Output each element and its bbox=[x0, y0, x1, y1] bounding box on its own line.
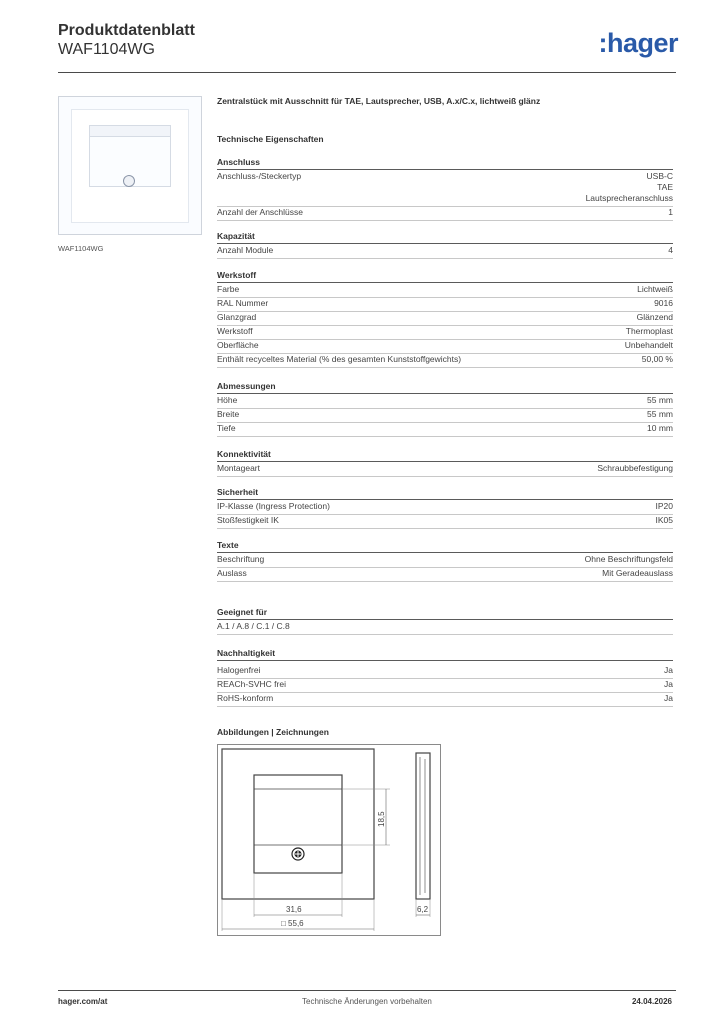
spec-row bbox=[217, 409, 673, 423]
drawings-title: Abbildungen | Zeichnungen bbox=[217, 727, 329, 737]
footer-notice: Technische Änderungen vorbehalten bbox=[302, 997, 432, 1006]
group-title-anschluss: Anschluss bbox=[217, 157, 673, 170]
spec-row bbox=[217, 245, 673, 259]
spec-value: Schraubbefestigung bbox=[597, 463, 673, 473]
technical-drawing-svg bbox=[218, 745, 442, 937]
spec-value-line: Lautsprecheranschluss bbox=[585, 193, 673, 203]
spec-row bbox=[217, 312, 673, 326]
group-title-geeignet-fuer: Geeignet für bbox=[217, 607, 673, 620]
spec-value: Lichtweiß bbox=[637, 284, 673, 294]
spec-key: A.1 / A.8 / C.1 / C.8 bbox=[217, 621, 290, 631]
spec-key: Auslass bbox=[217, 568, 247, 578]
cover-plate bbox=[71, 109, 189, 223]
spec-key: RAL Nummer bbox=[217, 298, 269, 308]
spec-value bbox=[586, 171, 673, 204]
product-headline: Zentralstück mit Ausschnitt für TAE, Lautsprecher, USB, A.x/C.x, lichtweiß glänz bbox=[217, 96, 541, 106]
spec-row bbox=[217, 501, 673, 515]
spec-value-line: TAE bbox=[657, 182, 673, 192]
spec-row bbox=[217, 679, 673, 693]
header-divider bbox=[58, 72, 676, 73]
dim-depth-label: 6,2 bbox=[417, 905, 429, 914]
spec-key: RoHS-konform bbox=[217, 693, 274, 703]
spec-row bbox=[217, 171, 673, 207]
spec-value: 10 mm bbox=[647, 423, 673, 433]
spec-key: REACh-SVHC frei bbox=[217, 679, 286, 689]
spec-key: IP-Klasse (Ingress Protection) bbox=[217, 501, 330, 511]
dim-outer-width-label: □ 55,6 bbox=[281, 919, 304, 928]
spec-value: Ohne Beschriftungsfeld bbox=[584, 554, 673, 564]
spec-row bbox=[217, 665, 673, 679]
group-title-abmessungen: Abmessungen bbox=[217, 381, 673, 394]
spec-value: 1 bbox=[668, 207, 673, 217]
section-title: Technische Eigenschaften bbox=[217, 134, 324, 144]
spec-value: 9016 bbox=[654, 298, 673, 308]
spec-row bbox=[217, 621, 673, 635]
group-title-texte: Texte bbox=[217, 540, 673, 553]
spec-key: Oberfläche bbox=[217, 340, 259, 350]
spec-value: 50,00 % bbox=[641, 354, 673, 364]
group-title-nachhaltigkeit: Nachhaltigkeit bbox=[217, 648, 673, 661]
spec-value: IP20 bbox=[655, 501, 673, 511]
group-title-werkstoff: Werkstoff bbox=[217, 270, 673, 283]
spec-row bbox=[217, 207, 673, 221]
spec-row bbox=[217, 298, 673, 312]
spec-key: Stoßfestigkeit IK bbox=[217, 515, 279, 525]
spec-value-line: USB-C bbox=[646, 171, 673, 181]
spec-row bbox=[217, 515, 673, 529]
dim-inner-width-label: 31,6 bbox=[286, 905, 302, 914]
group-title-sicherheit: Sicherheit bbox=[217, 487, 673, 500]
spec-key: Halogenfrei bbox=[217, 665, 261, 675]
dim-height-label: 18,5 bbox=[377, 811, 386, 827]
document-title: Produktdatenblatt bbox=[58, 22, 195, 39]
spec-key: Anzahl der Anschlüsse bbox=[217, 207, 303, 217]
spec-value: IK05 bbox=[655, 515, 673, 525]
spec-key: Breite bbox=[217, 409, 240, 419]
spec-value: Ja bbox=[664, 679, 673, 689]
spec-key: Tiefe bbox=[217, 423, 236, 433]
document-header bbox=[58, 22, 678, 62]
spec-value: 4 bbox=[668, 245, 673, 255]
spec-value: 55 mm bbox=[647, 395, 673, 405]
product-image bbox=[58, 96, 202, 235]
image-caption: WAF1104WG bbox=[58, 244, 104, 253]
spec-key: Farbe bbox=[217, 284, 240, 294]
spec-row bbox=[217, 423, 673, 437]
spec-value: Thermoplast bbox=[625, 326, 673, 336]
spec-row bbox=[217, 354, 673, 368]
spec-key: Anzahl Module bbox=[217, 245, 274, 255]
spec-row bbox=[217, 395, 673, 409]
spec-row bbox=[217, 326, 673, 340]
spec-key: Enthält recyceltes Material (% des gesamten Kunststoffgewichts) bbox=[217, 354, 462, 364]
group-title-konnektivitaet: Konnektivität bbox=[217, 449, 673, 462]
footer-divider bbox=[58, 990, 676, 991]
spec-row bbox=[217, 463, 673, 477]
technical-drawing bbox=[217, 744, 441, 936]
spec-value: Ja bbox=[664, 693, 673, 703]
spec-row bbox=[217, 693, 673, 707]
product-code: WAF1104WG bbox=[58, 41, 155, 58]
cutout-outline bbox=[254, 775, 342, 873]
footer-date: 24.04.2026 bbox=[631, 997, 672, 1006]
spec-key: Anschluss-/Steckertyp bbox=[217, 171, 302, 181]
spec-row bbox=[217, 554, 673, 568]
spec-key: Beschriftung bbox=[217, 554, 265, 564]
spec-key: Werkstoff bbox=[217, 326, 253, 336]
spec-row bbox=[217, 340, 673, 354]
cutout-top-bar bbox=[89, 125, 171, 137]
spec-value: Unbehandelt bbox=[624, 340, 673, 350]
side-view bbox=[416, 753, 430, 899]
hager-logo: :hager bbox=[598, 28, 678, 58]
spec-key: Glanzgrad bbox=[217, 312, 257, 322]
spec-key: Montageart bbox=[217, 463, 260, 473]
spec-value: Mit Geradeauslass bbox=[602, 568, 673, 578]
spec-value: Ja bbox=[664, 665, 673, 675]
group-title-kapazitaet: Kapazität bbox=[217, 231, 673, 244]
spec-row bbox=[217, 284, 673, 298]
spec-key: Höhe bbox=[217, 395, 238, 405]
front-view-frame bbox=[222, 749, 374, 899]
spec-value: Glänzend bbox=[636, 312, 673, 322]
spec-value: 55 mm bbox=[647, 409, 673, 419]
spec-row bbox=[217, 568, 673, 582]
screw-icon bbox=[123, 175, 135, 187]
footer-website-link[interactable]: hager.com/at bbox=[58, 997, 108, 1006]
